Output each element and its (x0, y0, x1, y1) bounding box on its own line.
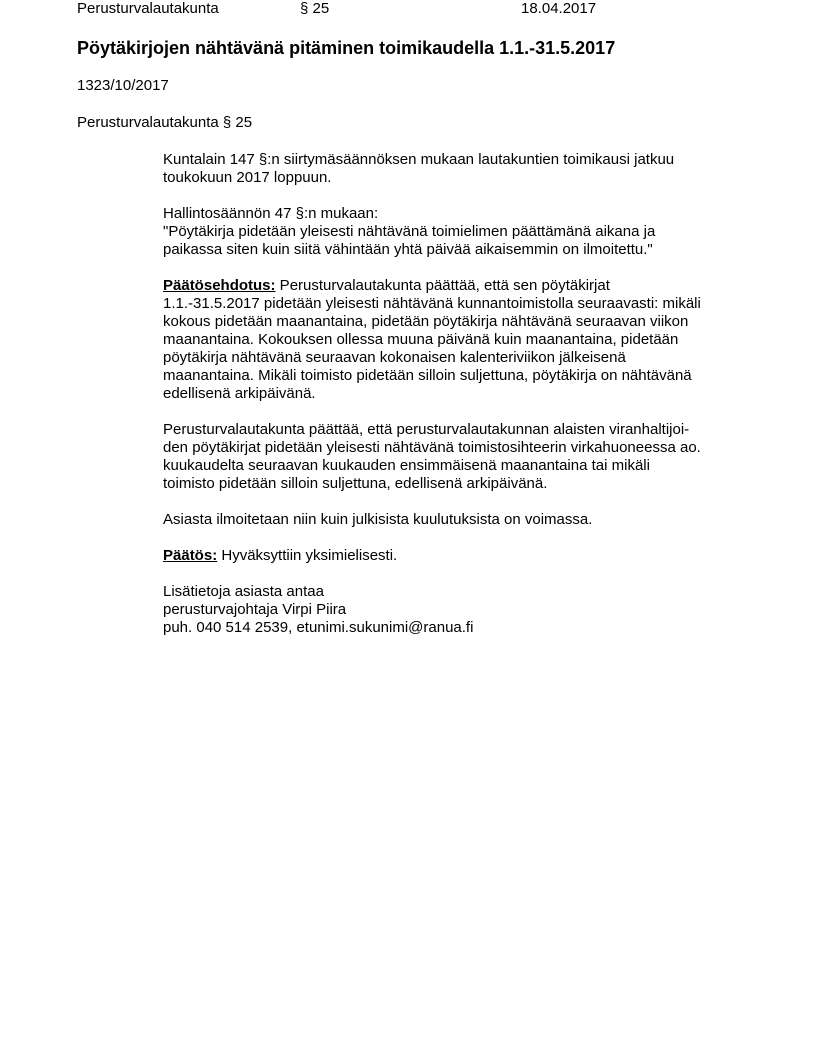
text-line: "Pöytäkirja pidetään yleisesti nähtävänä toimielimen päättämänä aikana ja (163, 223, 656, 240)
paragraph-decision (163, 547, 763, 565)
paragraph-announcement (163, 511, 763, 529)
text-line: kuukaudelta seuraavan kuukauden ensimmäisenä maanantaina tai mikäli (163, 457, 650, 474)
header-date: 18.04.2017 (521, 0, 597, 17)
text-line: toimisto pidetään silloin suljettuna, edellisenä arkipäivänä. (163, 475, 548, 492)
decision-label: Päätös: (163, 547, 218, 564)
paragraph-transitional-provision (163, 151, 763, 187)
document-body (163, 151, 763, 655)
paragraph-decision-proposal (163, 277, 763, 403)
header-board-name: Perusturvalautakunta (77, 0, 219, 17)
proposal-first-line (163, 277, 763, 295)
text-line: maanantaina. Mikäli toimisto pidetään silloin suljettuna, pöytäkirja on nähtävänä (163, 367, 692, 384)
proposal-label: Päätösehdotus: (163, 277, 276, 294)
text-line: Kuntalain 147 §:n siirtymäsäännöksen mukaan lautakuntien toimikausi jatkuu (163, 151, 675, 168)
paragraph-contact (163, 583, 763, 637)
page-header (0, 0, 816, 20)
header-section-number: § 25 (300, 0, 330, 17)
document-title: Pöytäkirjojen nähtävänä pitäminen toimikaudella 1.1.-31.5.2017 (77, 38, 616, 58)
text-line: den pöytäkirjat pidetään yleisesti nähtävänä toimistosihteerin virkahuoneessa ao. (163, 439, 701, 456)
section-reference: Perusturvalautakunta § 25 (77, 114, 253, 131)
decision-line (163, 547, 763, 565)
contact-line: Lisätietoja asiasta antaa (163, 583, 324, 600)
text-line: edellisenä arkipäivänä. (163, 385, 316, 402)
text-line: pöytäkirja nähtävänä seuraavan kokonaisen kalenteriviikon jälkeisenä (163, 349, 626, 366)
text-line: Perusturvalautakunta päättää, että perusturvalautakunnan alaisten viranhaltijoi- (163, 421, 690, 438)
case-number: 1323/10/2017 (77, 77, 169, 94)
proposal-first-line-text: Perusturvalautakunta päättää, että sen pöytäkirjat (275, 277, 610, 294)
contact-person: perusturvajohtaja Virpi Piira (163, 601, 347, 618)
text-line: paikassa siten kuin siitä vähintään yhtä päivää aikaisemmin on ilmoitettu." (163, 241, 653, 258)
contact-phone-email: puh. 040 514 2539, etunimi.sukunimi@ranua.fi (163, 619, 474, 636)
text-line: Hallintosäännön 47 §:n mukaan: (163, 205, 379, 222)
paragraph-officials-minutes (163, 421, 763, 493)
paragraph-administrative-rule (163, 205, 763, 259)
text-line: 1.1.-31.5.2017 pidetään yleisesti nähtävänä kunnantoimistolla seuraavasti: mikäli (163, 295, 701, 312)
decision-text: Hyväksyttiin yksimielisesti. (217, 547, 398, 564)
text-line: kokous pidetään maanantaina, pidetään pöytäkirja nähtävänä seuraavan viikon (163, 313, 689, 330)
text-line: Asiasta ilmoitetaan niin kuin julkisista kuulutuksista on voimassa. (163, 511, 593, 528)
text-line: toukokuun 2017 loppuun. (163, 169, 332, 186)
text-line: maanantaina. Kokouksen ollessa muuna päivänä kuin maanantaina, pidetään (163, 331, 679, 348)
